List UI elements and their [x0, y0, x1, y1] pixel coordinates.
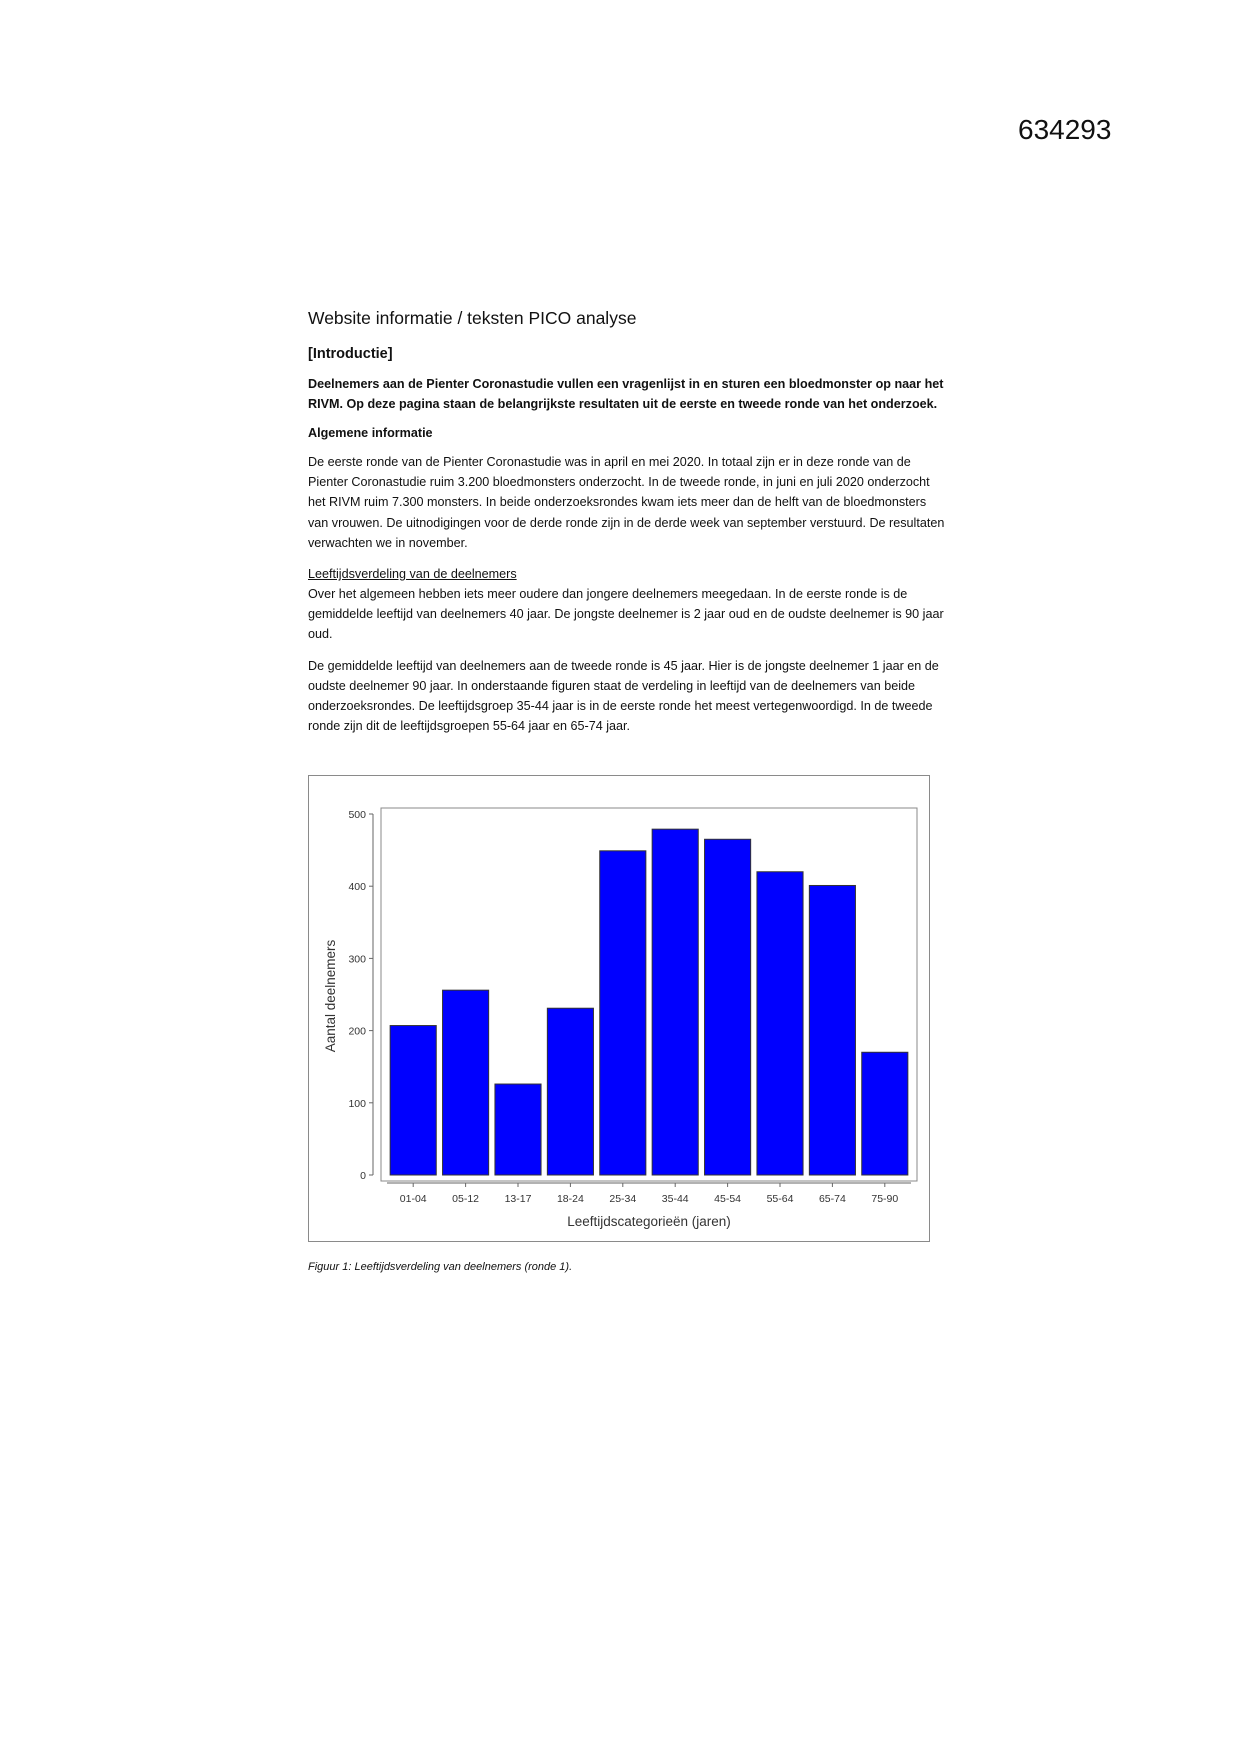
x-tick-label: 25-34: [609, 1193, 637, 1205]
page-title: Website informatie / teksten PICO analyse: [308, 308, 637, 328]
figure-caption: Figuur 1: Leeftijdsverdeling van deelnemers (ronde 1).: [308, 1261, 573, 1273]
bar-45-54: [705, 839, 751, 1175]
bar-18-24: [547, 1008, 593, 1175]
x-tick-label: 45-54: [714, 1193, 742, 1205]
bar-25-34: [600, 851, 646, 1175]
age-distribution-chart: [308, 775, 930, 1242]
intro-paragraph: Deelnemers aan de Pienter Coronastudie vullen een vragenlijst in en sturen een bloedmonster op naar het RIVM. Op deze pagina staan de belangrijkste resultaten uit de eerste en tweede ronde van het onderzoek.: [308, 377, 944, 411]
x-tick-label: 13-17: [504, 1193, 532, 1205]
x-tick-label: 55-64: [766, 1193, 794, 1205]
y-tick-label: 100: [348, 1097, 366, 1110]
y-axis: [348, 809, 373, 1182]
y-tick-label: 200: [348, 1025, 366, 1038]
document-number: 634293: [1018, 114, 1112, 145]
bar-35-44: [652, 829, 698, 1175]
bar-75-90: [862, 1052, 908, 1175]
x-axis: [387, 1183, 911, 1205]
bar-13-17: [495, 1084, 541, 1175]
x-axis-title: Leeftijdscategorieën (jaren): [567, 1214, 731, 1229]
general-heading: Algemene informatie: [308, 426, 433, 440]
bar-01-04: [390, 1026, 436, 1175]
age-heading: Leeftijdsverdeling van de deelnemers: [308, 567, 517, 582]
age-paragraph-1: Over het algemeen hebben iets meer oudere dan jongere deelnemers meegedaan. In de eerste ronde is de gemiddelde leeftijd van deelnemers 40 jaar. De jongste deelnemer is 2 jaar oud en de oudste deelnemer is 90 jaar oud.: [308, 587, 944, 642]
bar-55-64: [757, 872, 803, 1175]
bar-65-74: [809, 885, 855, 1175]
document-body: [308, 308, 948, 736]
x-tick-label: 35-44: [661, 1193, 689, 1205]
chart-svg: [309, 776, 929, 1241]
x-tick-label: 18-24: [556, 1193, 584, 1205]
y-axis-title: Aantal deelnemers: [323, 939, 338, 1053]
intro-heading: [Introductie]: [308, 346, 393, 362]
x-tick-label: 75-90: [871, 1193, 899, 1205]
x-tick-label: 65-74: [818, 1193, 846, 1205]
x-tick-label: 01-04: [399, 1193, 427, 1205]
bars: [390, 829, 908, 1175]
y-tick-label: 300: [348, 953, 366, 966]
y-tick-label: 500: [348, 809, 366, 821]
general-paragraph: De eerste ronde van de Pienter Coronastudie was in april en mei 2020. In totaal zijn er in deze ronde van de Pienter Coronastudie ruim 3.200 bloedmonsters onderzocht. In de tweede ronde, in juni en juli 2020 onderzocht het RIVM ruim 7.300 monsters. In beide onderzoeksrondes kwam iets meer dan de helft van de bloedmonsters van vrouwen. De uitnodigingen voor de derde ronde zijn in de derde week van september verstuurd. De resultaten verwachten we in november.: [308, 455, 945, 550]
y-tick-label: 400: [348, 881, 366, 894]
age-paragraph-2: De gemiddelde leeftijd van deelnemers aan de tweede ronde is 45 jaar. Hier is de jongste deelnemer 1 jaar en de oudste deelnemer 90 jaar. In onderstaande figuren staat de verdeling in leeftijd van de deelnemers van beide onderzoeksrondes. De leeftijdsgroep 35-44 jaar is in de eerste ronde het meest vertegenwoordigd. In de tweede ronde zijn dit de leeftijdsgroepen 55-64 jaar en 65-74 jaar.: [308, 658, 939, 734]
x-tick-label: 05-12: [452, 1193, 480, 1205]
bar-05-12: [443, 990, 489, 1175]
y-tick-label: 0: [360, 1170, 366, 1182]
